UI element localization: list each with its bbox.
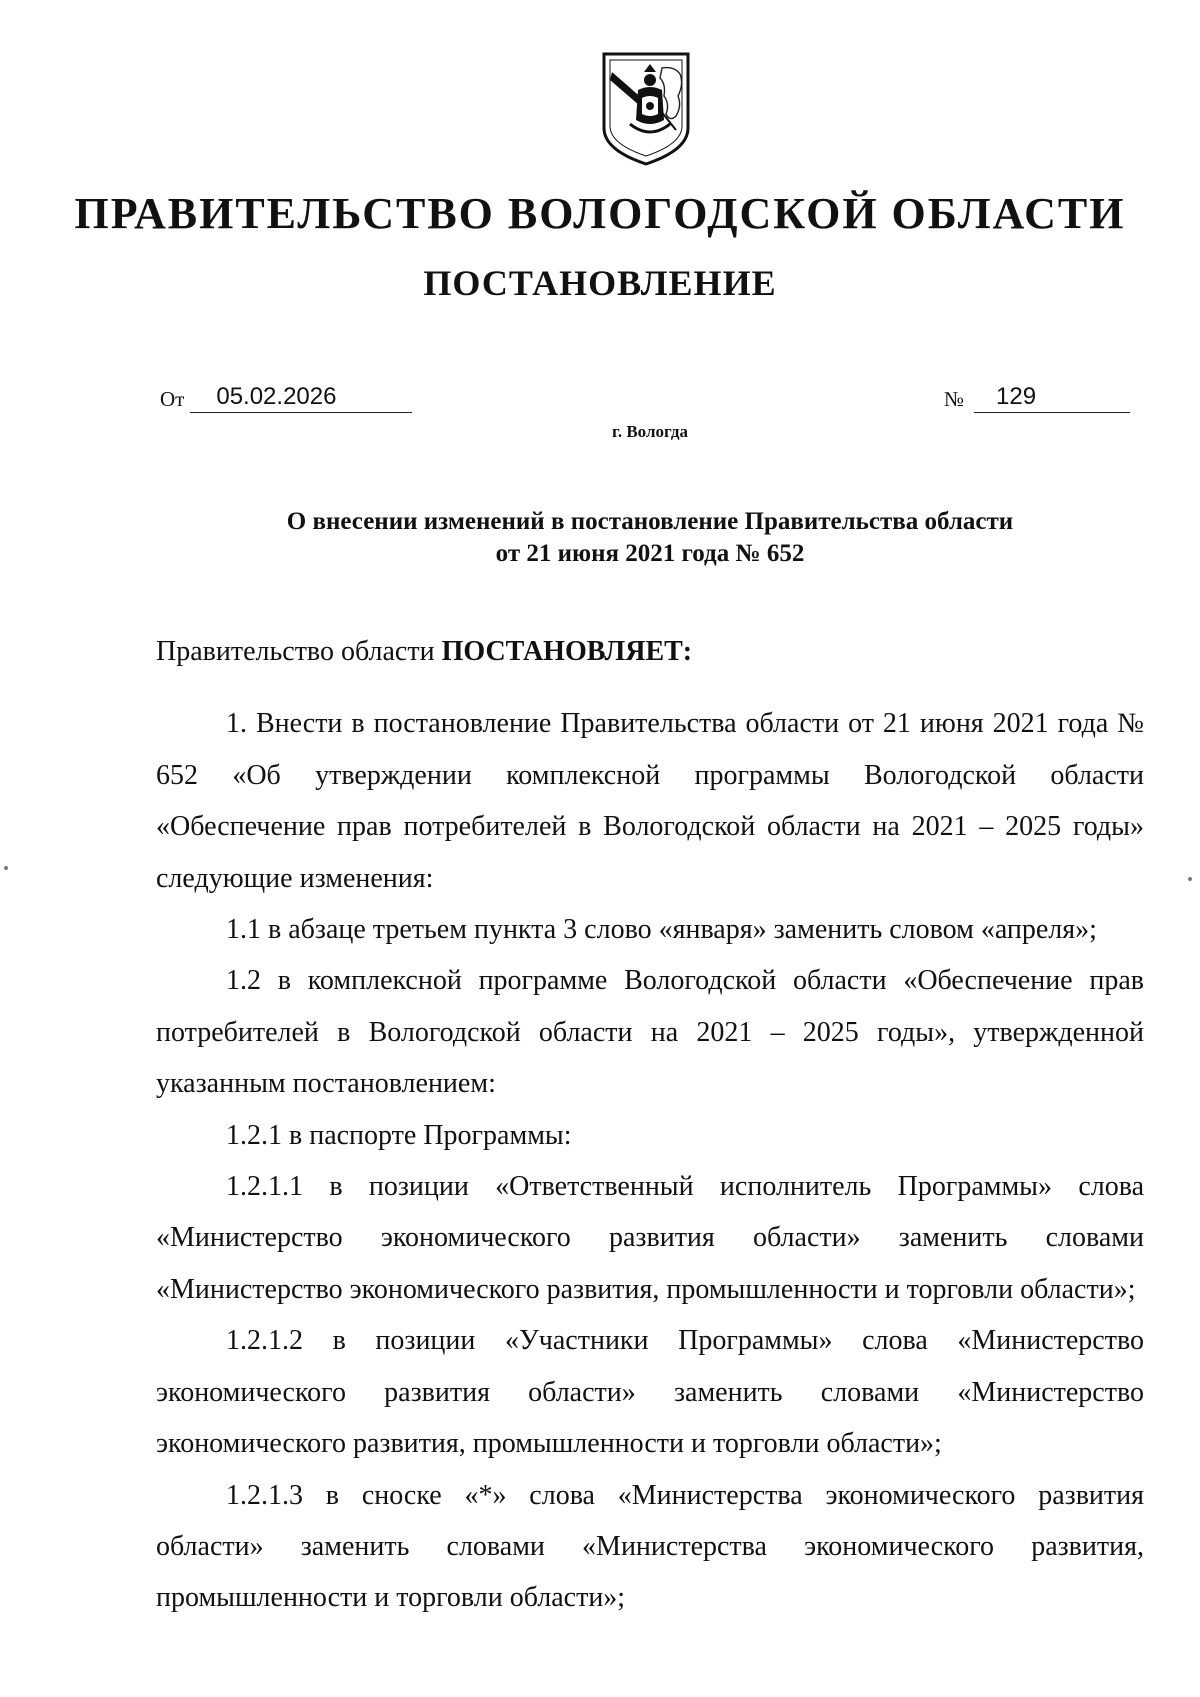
paragraph-1-2-1-3: 1.2.1.3 в сноске «*» слова «Министерства экономического развития области» заменить словами «Министерства экономического развития, промышленности и торговли области»; — [156, 1479, 1144, 1614]
document-subject — [150, 506, 1150, 570]
document-type: ПОСТАНОВЛЕНИЕ — [423, 263, 777, 303]
paragraph-1-2-1: 1.2.1 в паспорте Программы: — [226, 1119, 572, 1151]
document-body — [156, 626, 1144, 1624]
paragraph-1-2-1-2: 1.2.1.2 в позиции «Участники Программы» слова «Министерство экономического развития области» заменить словами «Министерство экономического развития, промышленности и торговли области»; — [156, 1325, 1144, 1460]
number-prefix: № — [944, 387, 965, 411]
scan-artifact — [1188, 877, 1192, 881]
paragraph-1-2: 1.2 в комплексной программе Вологодской области «Обеспечение прав потребителей в Вологодской области на 2021 – 2025 годы», утвержденной указанным постановлением: — [156, 965, 1144, 1100]
coat-of-arms-icon — [600, 50, 692, 168]
paragraph-1: 1. Внести в постановление Правительства области от 21 июня 2021 года № 652 «Об утверждении комплексной программы Вологодской области «Обеспечение прав потребителей в Вологодской области на 2021 – 2025 годы» следующие изменения: — [156, 708, 1144, 894]
subject-line-2: от 21 июня 2021 года № 652 — [495, 540, 805, 567]
resolution-lead — [156, 626, 1144, 677]
number-field — [944, 382, 1130, 413]
document-number: 129 — [974, 382, 1130, 413]
scan-artifact — [4, 866, 8, 870]
government-title: ПРАВИТЕЛЬСТВО ВОЛОГОДСКОЙ ОБЛАСТИ — [74, 189, 1126, 238]
subject-line-1: О внесении изменений в постановление Правительства области — [286, 508, 1014, 535]
date-prefix: От — [160, 387, 185, 411]
date-field — [160, 382, 412, 413]
city-label: г. Вологда — [612, 422, 688, 441]
lead-text: Правительство области — [156, 636, 442, 667]
paragraph-1-1: 1.1 в абзаце третьем пункта 3 слово «января» заменить словом «апреля»; — [226, 914, 1097, 946]
document-date: 05.02.2026 — [190, 382, 412, 413]
lead-keyword: ПОСТАНОВЛЯЕТ: — [441, 636, 693, 667]
paragraph-1-2-1-1: 1.2.1.1 в позиции «Ответственный исполнитель Программы» слова «Министерство экономического развития области» заменить словами «Министерство экономического развития, промышленности и торговли области»; — [156, 1171, 1144, 1305]
